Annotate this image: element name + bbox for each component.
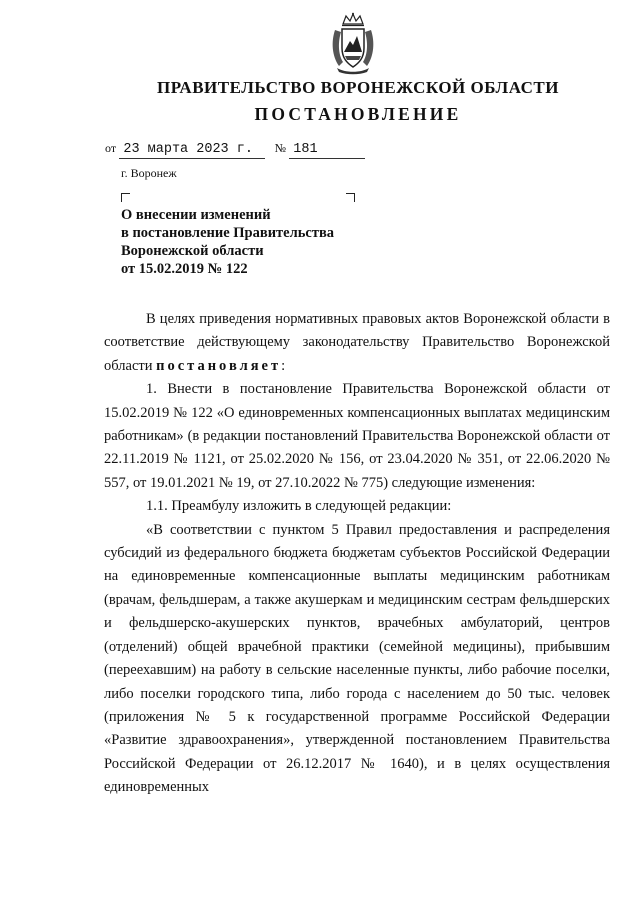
coat-of-arms-icon	[329, 12, 377, 76]
subject-line: Воронежской области	[121, 243, 264, 259]
date-prefix: от	[105, 141, 117, 155]
subject-line: в постановление Правительства	[121, 225, 335, 241]
document-kind: ПОСТАНОВЛЕНИЕ	[254, 104, 462, 124]
body-paragraph: 1.1. Преамбулу изложить в следующей редакции:	[146, 498, 452, 515]
corner-mark-left	[121, 193, 130, 202]
corner-mark-right	[346, 193, 355, 202]
subject-line: от 15.02.2019 № 122	[121, 261, 248, 277]
body-paragraph: 1. Внести в постановление Правительства Воронежской области от 15.02.2019 № 122 «О единовременных компенсационных выплатах медицинским работникам» (в редакции постановлений Правительства Воронежской области от 22.11.2019 № 1121, от 25.02.2020 № 156, от 23.04.2020 № 351, от 22.06.2020 № 557, от 19.01.2021 № 19, от 27.10.2022 № 775) следующие изменения:	[104, 381, 610, 491]
number-prefix: №	[274, 141, 287, 155]
body-paragraph	[104, 308, 610, 378]
organization-title: ПРАВИТЕЛЬСТВО ВОРОНЕЖСКОЙ ОБЛАСТИ	[156, 78, 559, 97]
subject-line: О внесении изменений	[121, 207, 271, 223]
body-paragraph: «В соответствии с пунктом 5 Правил предоставления и распределения субсидий из федерального бюджета бюджетам субъектов Российской Федерации на единовременные компенсационные выплаты медицинским работникам (врачам, фельдшерам, а также акушеркам и медицинским сестрам фельдшерских и фельдшерско-акушерских пунктов, врачебных амбулаторий, центров (отделений) общей врачебной практики (семейной медицины), прибывшим (переехавшим) на работу в сельские населенные пункты, либо рабочие поселки, либо поселки городского типа, либо города с населением до 50 тыс. человек (приложения № 5 к государственной программе Российской Федерации «Развитие здравоохранения», утвержденной постановлением Правительства Российской Федерации от 26.12.2017 № 1640), и в целях осуществления единовременных	[104, 521, 610, 796]
document-subject	[121, 206, 381, 278]
paragraph-text: В целях приведения нормативных правовых актов Воронежской области в соответствие действующему законодательству Правительство Воронежской области	[104, 311, 610, 374]
date-number-line	[105, 140, 365, 159]
resolution-keyword: постановляет	[156, 357, 282, 374]
document-number: 181	[289, 142, 365, 159]
city: г. Воронеж	[121, 166, 177, 180]
document-date: 23 марта 2023 г.	[119, 142, 265, 159]
paragraph-end: :	[281, 357, 286, 374]
document-body	[104, 308, 610, 800]
